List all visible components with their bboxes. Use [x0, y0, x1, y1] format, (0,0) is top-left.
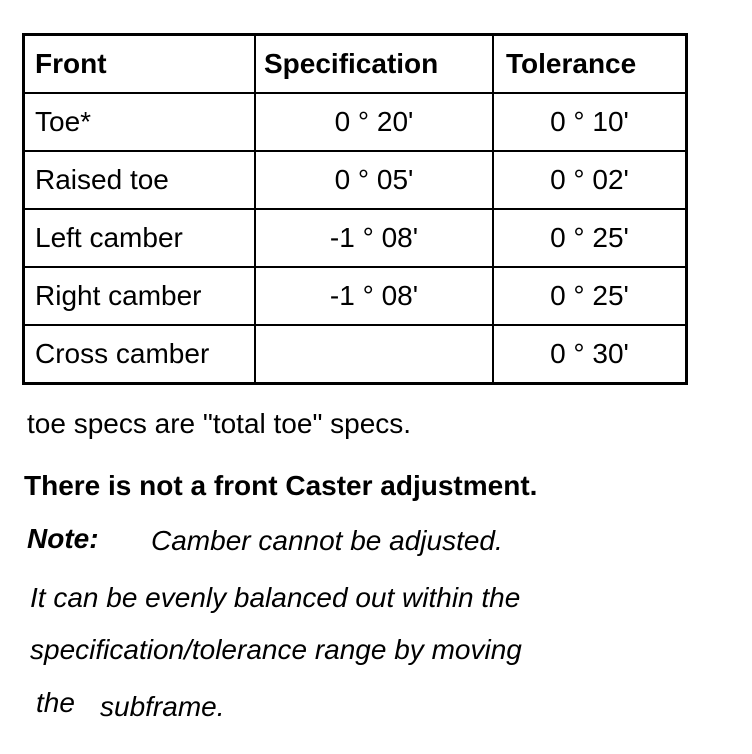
header-tolerance: Tolerance [493, 35, 687, 94]
alignment-spec-table [22, 33, 688, 385]
header-specification: Specification [255, 35, 493, 94]
note-text: Camber cannot be adjusted. [151, 525, 503, 556]
row-tolerance: 0 ° 10' [493, 93, 687, 151]
row-tolerance: 0 ° 25' [493, 267, 687, 325]
row-tolerance: 0 ° 02' [493, 151, 687, 209]
row-specification: -1 ° 08' [255, 267, 493, 325]
table-row [24, 151, 687, 209]
header-front: Front [24, 35, 256, 94]
row-name: Right camber [24, 267, 256, 325]
table-row [24, 209, 687, 267]
row-name: Left camber [24, 209, 256, 267]
table-row [24, 325, 687, 384]
row-tolerance: 0 ° 25' [493, 209, 687, 267]
row-specification: 0 ° 05' [255, 151, 493, 209]
row-name: Toe* [24, 93, 256, 151]
row-specification [255, 325, 493, 384]
table-row [24, 93, 687, 151]
table-header-row [24, 35, 687, 94]
caster-notice: There is not a front Caster adjustment. [24, 470, 538, 501]
row-name: Raised toe [24, 151, 256, 209]
table-row [24, 267, 687, 325]
row-name: Cross camber [24, 325, 256, 384]
row-specification: -1 ° 08' [255, 209, 493, 267]
note-paragraph-line-3-start: the [36, 687, 75, 718]
note-label: Note: [27, 523, 99, 554]
note-paragraph-line-2: specification/tolerance range by moving [30, 634, 522, 665]
row-tolerance: 0 ° 30' [493, 325, 687, 384]
toe-footnote: toe specs are "total toe" specs. [27, 408, 412, 439]
row-specification: 0 ° 20' [255, 93, 493, 151]
note-paragraph-line-1: It can be evenly balanced out within the [30, 582, 521, 613]
note-paragraph-line-3-end: subframe. [100, 691, 225, 722]
